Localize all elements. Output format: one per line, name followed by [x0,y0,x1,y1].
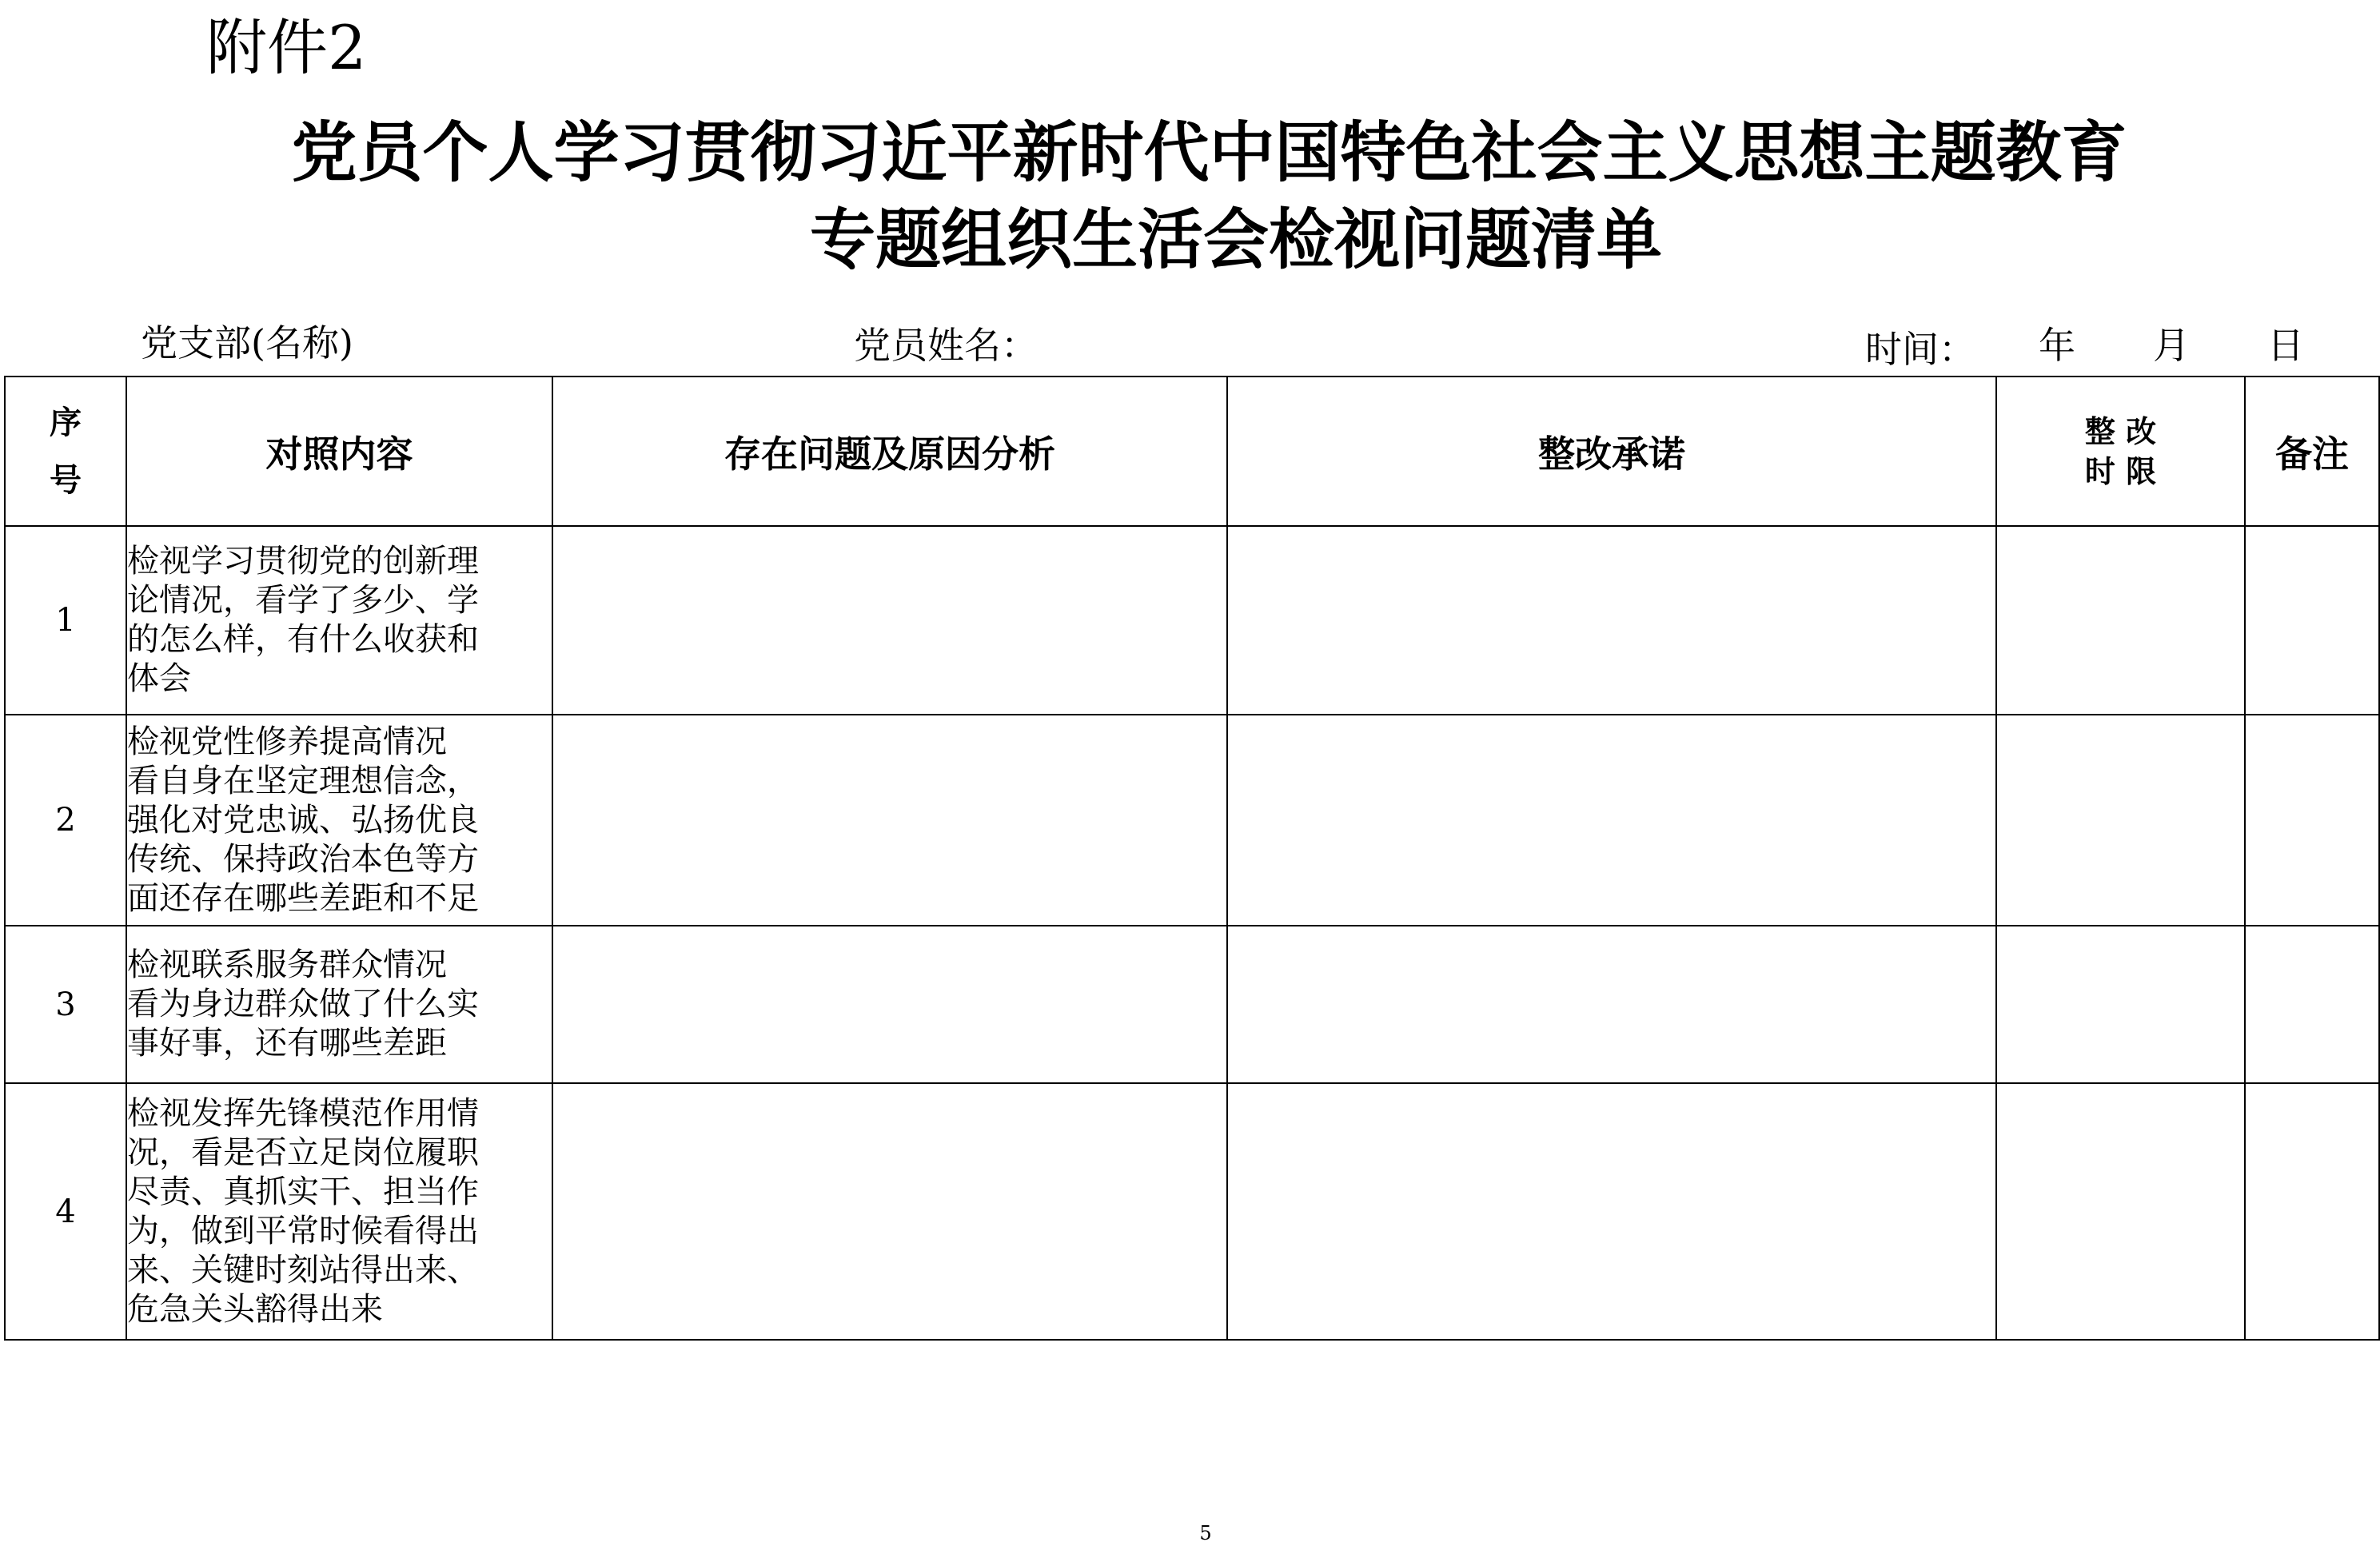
commitment-cell[interactable] [1227,715,1996,926]
table-row [5,1083,2379,1340]
problems-cell[interactable] [552,926,1227,1083]
document-title-line1: 党员个人学习贯彻习近平新时代中国特色社会主义思想主题教育 [291,115,2127,191]
problems-cell[interactable] [552,1083,1227,1340]
remarks-cell[interactable] [2245,715,2379,926]
row-content: 检视党性修养提高情况 看自身在坚定理想信念， 强化对党忠诚、弘扬优良 传统、保持政治本色等方 面还存在哪些差距和不足 [126,715,552,926]
problems-cell[interactable] [552,526,1227,715]
row-number: 3 [5,926,126,1083]
problems-cell[interactable] [552,715,1227,926]
commitment-cell[interactable] [1227,926,1996,1083]
row-content: 检视学习贯彻党的创新理 论情况，看学了多少、学 的怎么样，有什么收获和 体会 [126,526,552,715]
deadline-cell[interactable] [1996,1083,2245,1340]
time-label: 时间： [1865,328,1975,371]
month-label: 月 [2153,324,2190,367]
header-content: 对照内容 [126,377,552,526]
attachment-label: 附件2 [206,12,367,83]
remarks-cell[interactable] [2245,526,2379,715]
row-content: 检视发挥先锋模范作用情 况，看是否立足岗位履职 尽责、真抓实干、担当作 为，做到平常时候看得出 来、关键时刻站得出来、 危急关头豁得出来 [126,1083,552,1340]
table-row [5,926,2379,1083]
page-number: 5 [1199,1522,1212,1544]
row-content: 检视联系服务群众情况 看为身边群众做了什么实 事好事，还有哪些差距 [126,926,552,1083]
deadline-cell[interactable] [1996,715,2245,926]
commitment-cell[interactable] [1227,1083,1996,1340]
row-number: 4 [5,1083,126,1340]
row-number: 2 [5,715,126,926]
deadline-cell[interactable] [1996,926,2245,1083]
party-branch-label: 党支部(名称) [141,321,353,365]
table-row [5,526,2379,715]
remarks-cell[interactable] [2245,1083,2379,1340]
header-remarks: 备注 [2245,377,2379,526]
table-header-row [5,377,2379,526]
remarks-cell[interactable] [2245,926,2379,1083]
header-deadline: 整 改 时 限 [1996,377,2245,526]
year-label: 年 [2039,324,2075,367]
header-problems: 存在问题及原因分析 [552,377,1227,526]
row-number: 1 [5,526,126,715]
table-row [5,715,2379,926]
commitment-cell[interactable] [1227,526,1996,715]
member-name-label: 党员姓名： [854,324,1038,367]
deadline-cell[interactable] [1996,526,2245,715]
document-title-line2: 专题组织生活会检视问题清单 [810,202,1663,278]
header-commitment: 整改承诺 [1227,377,1996,526]
problem-checklist-table [4,376,2380,1341]
day-label: 日 [2267,324,2304,367]
header-no: 序 号 [5,377,126,526]
